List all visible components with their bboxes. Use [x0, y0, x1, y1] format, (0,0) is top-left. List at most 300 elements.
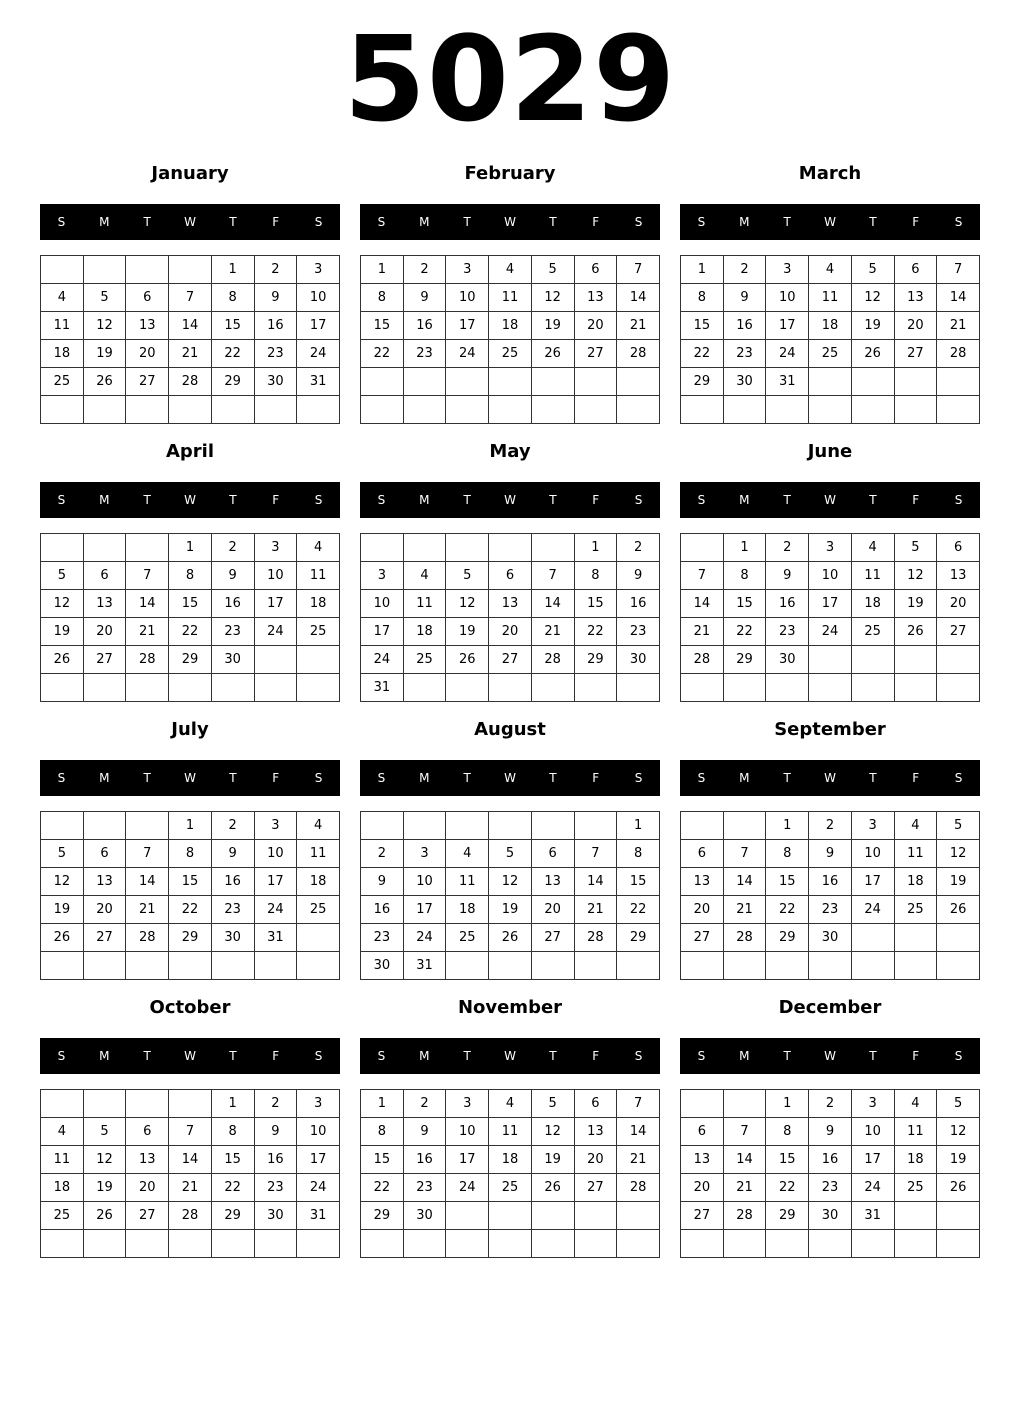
day-cell: 9 — [617, 562, 660, 590]
day-cell: 16 — [361, 896, 404, 924]
empty-day-cell — [937, 674, 980, 702]
week-row — [41, 674, 340, 702]
day-cell: 27 — [531, 924, 574, 952]
day-cell: 28 — [617, 1174, 660, 1202]
week-row — [41, 312, 340, 340]
day-cell: 23 — [403, 1174, 446, 1202]
weekday-header — [680, 760, 980, 796]
day-cell: 24 — [446, 340, 489, 368]
day-cell: 18 — [489, 1146, 532, 1174]
week-row — [681, 840, 980, 868]
weekday-label: S — [954, 215, 963, 229]
weekday-header — [40, 204, 340, 240]
day-cell: 28 — [723, 924, 766, 952]
day-cell: 14 — [723, 1146, 766, 1174]
weekday-label: M — [739, 215, 750, 229]
empty-day-cell — [83, 1090, 126, 1118]
day-cell: 25 — [489, 340, 532, 368]
day-cell: 27 — [937, 618, 980, 646]
day-cell: 22 — [766, 1174, 809, 1202]
empty-day-cell — [446, 534, 489, 562]
weekday-header — [360, 1038, 660, 1074]
empty-day-cell — [403, 534, 446, 562]
day-cell: 30 — [617, 646, 660, 674]
weekday-label: T — [229, 1049, 237, 1063]
week-row — [681, 368, 980, 396]
weekday-label: F — [592, 1049, 600, 1063]
day-cell: 7 — [169, 284, 212, 312]
day-cell: 20 — [83, 618, 126, 646]
day-cell: 17 — [403, 896, 446, 924]
month-name: December — [778, 997, 882, 1018]
weekday-label: M — [99, 215, 110, 229]
empty-day-cell — [809, 952, 852, 980]
empty-day-cell — [723, 674, 766, 702]
empty-day-cell — [126, 1230, 169, 1258]
empty-day-cell — [41, 1090, 84, 1118]
week-row — [41, 1090, 340, 1118]
empty-day-cell — [851, 924, 894, 952]
day-cell: 26 — [531, 1174, 574, 1202]
empty-day-cell — [297, 1230, 340, 1258]
week-row — [681, 1118, 980, 1146]
day-cell: 2 — [403, 1090, 446, 1118]
day-cell: 20 — [681, 1174, 724, 1202]
day-cell: 29 — [169, 646, 212, 674]
week-row — [681, 674, 980, 702]
day-cell: 8 — [361, 284, 404, 312]
weekday-label: F — [912, 1049, 920, 1063]
day-cell: 8 — [574, 562, 617, 590]
empty-day-cell — [766, 674, 809, 702]
day-grid — [680, 811, 980, 980]
day-cell: 29 — [211, 1202, 254, 1230]
day-cell: 25 — [41, 1202, 84, 1230]
empty-day-cell — [297, 924, 340, 952]
day-cell: 11 — [489, 1118, 532, 1146]
week-row — [681, 256, 980, 284]
month-november — [360, 994, 660, 1256]
day-cell: 14 — [617, 284, 660, 312]
week-row — [41, 1146, 340, 1174]
day-cell: 11 — [851, 562, 894, 590]
day-cell: 13 — [126, 1146, 169, 1174]
empty-day-cell — [83, 1230, 126, 1258]
empty-day-cell — [361, 1230, 404, 1258]
weekday-label: T — [869, 771, 877, 785]
empty-day-cell — [937, 952, 980, 980]
week-row — [41, 256, 340, 284]
empty-day-cell — [254, 674, 297, 702]
day-cell: 21 — [126, 618, 169, 646]
day-cell: 13 — [574, 1118, 617, 1146]
empty-day-cell — [403, 368, 446, 396]
empty-day-cell — [169, 1090, 212, 1118]
month-name: June — [807, 441, 853, 462]
day-cell: 5 — [937, 812, 980, 840]
empty-day-cell — [531, 1230, 574, 1258]
empty-day-cell — [169, 256, 212, 284]
month-name: February — [464, 163, 556, 184]
day-cell: 30 — [254, 368, 297, 396]
day-cell: 29 — [766, 1202, 809, 1230]
empty-day-cell — [723, 1090, 766, 1118]
week-row — [41, 396, 340, 424]
day-cell: 7 — [126, 840, 169, 868]
day-cell: 11 — [894, 1118, 937, 1146]
empty-day-cell — [681, 396, 724, 424]
day-cell: 7 — [937, 256, 980, 284]
day-cell: 21 — [617, 1146, 660, 1174]
empty-day-cell — [894, 1202, 937, 1230]
day-cell: 26 — [531, 340, 574, 368]
day-grid — [360, 255, 660, 424]
weekday-header — [360, 482, 660, 518]
empty-day-cell — [489, 534, 532, 562]
day-cell: 15 — [211, 312, 254, 340]
weekday-label: W — [184, 771, 196, 785]
week-row — [361, 340, 660, 368]
day-cell: 3 — [766, 256, 809, 284]
month-name: January — [151, 163, 229, 184]
empty-day-cell — [126, 812, 169, 840]
day-grid — [40, 533, 340, 702]
weekday-label: F — [592, 215, 600, 229]
empty-day-cell — [531, 952, 574, 980]
day-cell: 20 — [894, 312, 937, 340]
week-row — [681, 1090, 980, 1118]
day-cell: 3 — [851, 812, 894, 840]
day-cell: 25 — [297, 618, 340, 646]
day-cell: 5 — [83, 284, 126, 312]
day-cell: 9 — [211, 840, 254, 868]
day-cell: 26 — [894, 618, 937, 646]
day-cell: 3 — [851, 1090, 894, 1118]
day-cell: 9 — [809, 840, 852, 868]
day-cell: 9 — [254, 1118, 297, 1146]
day-cell: 10 — [254, 840, 297, 868]
day-cell: 30 — [211, 924, 254, 952]
week-row — [361, 868, 660, 896]
day-cell: 22 — [361, 1174, 404, 1202]
day-cell: 5 — [446, 562, 489, 590]
empty-day-cell — [83, 812, 126, 840]
weekday-label: M — [419, 1049, 430, 1063]
day-cell: 12 — [83, 312, 126, 340]
day-cell: 23 — [361, 924, 404, 952]
day-cell: 12 — [937, 840, 980, 868]
day-cell: 15 — [681, 312, 724, 340]
weekday-header — [360, 760, 660, 796]
day-cell: 13 — [681, 1146, 724, 1174]
day-cell: 12 — [446, 590, 489, 618]
day-cell: 8 — [211, 284, 254, 312]
day-cell: 12 — [851, 284, 894, 312]
empty-day-cell — [126, 674, 169, 702]
empty-day-cell — [937, 1202, 980, 1230]
weekday-label: S — [377, 1049, 386, 1063]
day-cell: 11 — [297, 840, 340, 868]
empty-day-cell — [851, 674, 894, 702]
empty-day-cell — [169, 1230, 212, 1258]
weekday-label: M — [419, 771, 430, 785]
empty-day-cell — [126, 396, 169, 424]
weekday-label: T — [783, 1049, 791, 1063]
week-row — [681, 896, 980, 924]
empty-day-cell — [574, 812, 617, 840]
weekday-label: T — [869, 493, 877, 507]
day-cell: 19 — [894, 590, 937, 618]
week-row — [361, 1118, 660, 1146]
day-cell: 30 — [211, 646, 254, 674]
day-cell: 24 — [361, 646, 404, 674]
empty-day-cell — [403, 674, 446, 702]
week-row — [361, 646, 660, 674]
day-cell: 28 — [126, 646, 169, 674]
empty-day-cell — [937, 646, 980, 674]
month-february — [360, 160, 660, 422]
week-row — [681, 1146, 980, 1174]
day-grid — [360, 811, 660, 980]
day-cell: 21 — [574, 896, 617, 924]
day-cell: 3 — [297, 1090, 340, 1118]
day-cell: 3 — [361, 562, 404, 590]
day-cell: 28 — [169, 368, 212, 396]
day-cell: 9 — [403, 284, 446, 312]
day-cell: 20 — [574, 312, 617, 340]
empty-day-cell — [254, 952, 297, 980]
day-cell: 15 — [169, 590, 212, 618]
weekday-label: T — [869, 1049, 877, 1063]
day-cell: 1 — [211, 256, 254, 284]
day-cell: 26 — [83, 368, 126, 396]
day-cell: 16 — [254, 1146, 297, 1174]
weekday-header — [40, 760, 340, 796]
day-cell: 13 — [126, 312, 169, 340]
weekday-label: S — [634, 215, 643, 229]
day-cell: 15 — [361, 312, 404, 340]
day-cell: 14 — [617, 1118, 660, 1146]
week-row — [681, 868, 980, 896]
week-row — [41, 284, 340, 312]
weekday-label: T — [143, 215, 151, 229]
day-cell: 31 — [851, 1202, 894, 1230]
week-row — [681, 646, 980, 674]
day-cell: 11 — [894, 840, 937, 868]
day-cell: 6 — [681, 1118, 724, 1146]
day-cell: 6 — [937, 534, 980, 562]
empty-day-cell — [297, 646, 340, 674]
empty-day-cell — [297, 952, 340, 980]
weekday-label: F — [592, 493, 600, 507]
week-row — [361, 896, 660, 924]
day-cell: 25 — [446, 924, 489, 952]
week-row — [361, 618, 660, 646]
day-cell: 19 — [531, 1146, 574, 1174]
day-cell: 8 — [169, 562, 212, 590]
week-row — [681, 534, 980, 562]
day-cell: 21 — [617, 312, 660, 340]
weekday-header — [680, 204, 980, 240]
month-name: August — [474, 719, 546, 740]
day-cell: 26 — [41, 646, 84, 674]
day-cell: 12 — [83, 1146, 126, 1174]
day-cell: 28 — [617, 340, 660, 368]
day-cell: 3 — [297, 256, 340, 284]
day-cell: 17 — [254, 590, 297, 618]
day-cell: 1 — [169, 534, 212, 562]
empty-day-cell — [617, 1230, 660, 1258]
day-cell: 5 — [41, 840, 84, 868]
empty-day-cell — [446, 674, 489, 702]
day-cell: 13 — [83, 590, 126, 618]
week-row — [681, 812, 980, 840]
weekday-label: S — [634, 493, 643, 507]
day-grid — [360, 1089, 660, 1258]
day-cell: 1 — [574, 534, 617, 562]
day-cell: 27 — [83, 924, 126, 952]
day-grid — [680, 533, 980, 702]
weekday-label: W — [184, 1049, 196, 1063]
empty-day-cell — [41, 534, 84, 562]
day-cell: 31 — [297, 368, 340, 396]
empty-day-cell — [169, 396, 212, 424]
day-cell: 2 — [809, 1090, 852, 1118]
day-cell: 21 — [723, 896, 766, 924]
day-cell: 8 — [617, 840, 660, 868]
weekday-label: T — [229, 215, 237, 229]
empty-day-cell — [894, 646, 937, 674]
day-cell: 1 — [617, 812, 660, 840]
day-cell: 19 — [489, 896, 532, 924]
week-row — [361, 1174, 660, 1202]
empty-day-cell — [254, 396, 297, 424]
weekday-label: S — [697, 1049, 706, 1063]
day-cell: 27 — [574, 340, 617, 368]
weekday-label: S — [57, 1049, 66, 1063]
day-cell: 26 — [937, 1174, 980, 1202]
day-cell: 24 — [446, 1174, 489, 1202]
weekday-label: S — [57, 493, 66, 507]
day-cell: 25 — [894, 1174, 937, 1202]
day-cell: 14 — [169, 312, 212, 340]
day-cell: 6 — [574, 1090, 617, 1118]
weekday-label: W — [184, 493, 196, 507]
day-cell: 5 — [41, 562, 84, 590]
week-row — [361, 396, 660, 424]
empty-day-cell — [126, 534, 169, 562]
weekday-label: W — [504, 771, 516, 785]
week-row — [681, 284, 980, 312]
day-cell: 30 — [766, 646, 809, 674]
empty-day-cell — [531, 674, 574, 702]
empty-day-cell — [446, 1230, 489, 1258]
day-cell: 7 — [574, 840, 617, 868]
day-cell: 9 — [254, 284, 297, 312]
week-row — [41, 1202, 340, 1230]
empty-day-cell — [41, 256, 84, 284]
weekday-label: M — [99, 1049, 110, 1063]
day-cell: 30 — [723, 368, 766, 396]
day-cell: 27 — [894, 340, 937, 368]
day-cell: 7 — [617, 1090, 660, 1118]
weekday-label: F — [912, 771, 920, 785]
day-cell: 15 — [574, 590, 617, 618]
empty-day-cell — [211, 952, 254, 980]
empty-day-cell — [894, 1230, 937, 1258]
week-row — [681, 590, 980, 618]
day-cell: 24 — [851, 1174, 894, 1202]
day-cell: 18 — [809, 312, 852, 340]
weekday-label: M — [419, 493, 430, 507]
empty-day-cell — [211, 396, 254, 424]
day-cell: 21 — [723, 1174, 766, 1202]
day-cell: 12 — [41, 590, 84, 618]
empty-day-cell — [41, 1230, 84, 1258]
day-cell: 23 — [254, 340, 297, 368]
day-cell: 26 — [83, 1202, 126, 1230]
weekday-label: T — [143, 493, 151, 507]
day-cell: 11 — [403, 590, 446, 618]
empty-day-cell — [574, 1202, 617, 1230]
day-cell: 5 — [531, 256, 574, 284]
day-cell: 2 — [254, 1090, 297, 1118]
day-cell: 2 — [361, 840, 404, 868]
day-cell: 5 — [937, 1090, 980, 1118]
day-cell: 16 — [403, 1146, 446, 1174]
weekday-label: W — [824, 493, 836, 507]
day-cell: 22 — [361, 340, 404, 368]
weekday-label: M — [419, 215, 430, 229]
week-row — [361, 1202, 660, 1230]
empty-day-cell — [681, 812, 724, 840]
weekday-label: T — [549, 493, 557, 507]
day-cell: 22 — [169, 618, 212, 646]
week-row — [361, 368, 660, 396]
empty-day-cell — [83, 534, 126, 562]
weekday-label: T — [143, 1049, 151, 1063]
week-row — [41, 340, 340, 368]
day-cell: 16 — [723, 312, 766, 340]
day-cell: 8 — [766, 840, 809, 868]
day-cell: 14 — [126, 590, 169, 618]
weekday-label: M — [99, 771, 110, 785]
day-cell: 16 — [617, 590, 660, 618]
weekday-label: T — [229, 771, 237, 785]
day-cell: 4 — [489, 1090, 532, 1118]
day-cell: 4 — [809, 256, 852, 284]
day-cell: 12 — [894, 562, 937, 590]
empty-day-cell — [489, 1202, 532, 1230]
empty-day-cell — [574, 368, 617, 396]
week-row — [361, 590, 660, 618]
day-cell: 23 — [809, 1174, 852, 1202]
weekday-label: M — [739, 493, 750, 507]
empty-day-cell — [531, 368, 574, 396]
day-cell: 30 — [809, 924, 852, 952]
day-cell: 21 — [169, 1174, 212, 1202]
week-row — [361, 1090, 660, 1118]
day-cell: 25 — [809, 340, 852, 368]
day-grid — [680, 255, 980, 424]
day-cell: 31 — [297, 1202, 340, 1230]
day-cell: 7 — [617, 256, 660, 284]
week-row — [681, 1230, 980, 1258]
day-cell: 23 — [723, 340, 766, 368]
day-cell: 2 — [211, 534, 254, 562]
empty-day-cell — [681, 952, 724, 980]
day-cell: 16 — [809, 868, 852, 896]
